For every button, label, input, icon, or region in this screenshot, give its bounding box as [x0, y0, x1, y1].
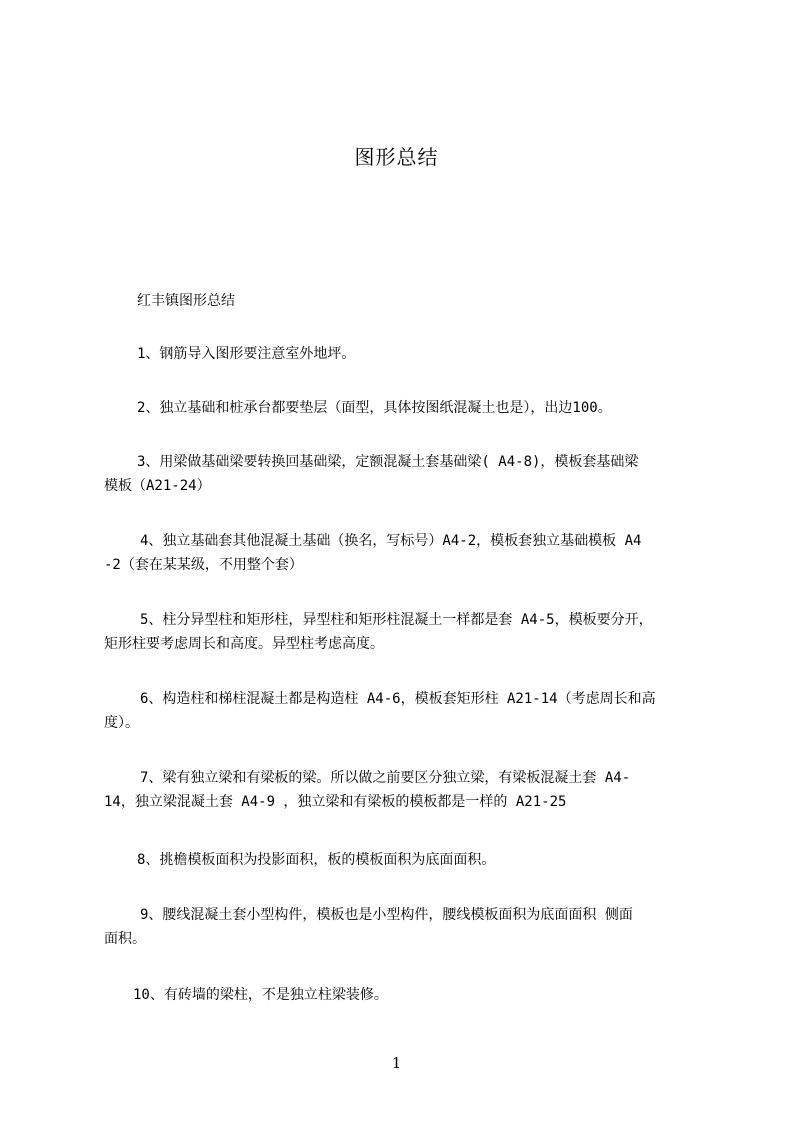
paragraph-line: 度）。 — [104, 715, 139, 731]
paragraph-8 — [137, 848, 741, 872]
paragraph-line: 10、有砖墙的梁柱，不是独立柱梁装修。 — [133, 987, 388, 1003]
paragraph-line: -2（套在某某级，不用整个套） — [104, 557, 303, 573]
paragraph-line: 1、钢筋导入图形要注意室外地坪。 — [137, 346, 356, 362]
paragraph-line: 2、独立基础和桩承台都要垫层（面型，具体按图纸混凝土也是），出边100。 — [137, 400, 612, 416]
paragraph-line: 6、构造柱和梯柱混凝土都是构造柱 A4-6，模板套矩形柱 A21-14（考虑周长和高 — [140, 691, 656, 707]
paragraph-line: 5、柱分异型柱和矩形柱，异型柱和矩形柱混凝土一样都是套 A4-5，模板要分开， — [140, 612, 653, 628]
paragraph-9 — [104, 903, 708, 951]
paragraph-3 — [104, 450, 708, 498]
paragraph-line: 3、用梁做基础梁要转换回基础梁，定额混凝土套基础梁( A4-8)，模板套基础梁 — [137, 454, 639, 470]
paragraph-line: 7、梁有独立梁和有梁板的梁。所以做之前要区分独立梁，有梁板混凝土套 A4- — [140, 770, 631, 786]
paragraph-line: 9、腰线混凝土套小型构件，模板也是小型构件，腰线模板面积为底面面积 侧面 — [140, 907, 633, 923]
paragraph-7 — [104, 766, 708, 814]
paragraph-line: 模板（A21-24） — [104, 478, 211, 494]
paragraph-line: 矩形柱要考虑周长和高度。异型柱考虑高度。 — [104, 636, 384, 652]
paragraph-line: 面积。 — [104, 931, 146, 947]
paragraph-4 — [104, 529, 708, 577]
paragraph-10 — [133, 983, 737, 1007]
paragraph-6 — [104, 687, 708, 735]
subtitle: 红丰镇图形总结 — [137, 293, 235, 309]
paragraph-5 — [104, 608, 708, 656]
paragraph-2 — [137, 396, 741, 420]
page-number: 1 — [391, 1054, 402, 1072]
paragraph-1 — [137, 342, 741, 366]
paragraph-line: 4、独立基础套其他混凝土基础（换名，写标号）A4-2，模板套独立基础模板 A4 — [140, 533, 642, 549]
page-title: 图形总结 — [354, 145, 439, 169]
paragraph-line: 8、挑檐模板面积为投影面积，板的模板面积为底面面积。 — [137, 852, 496, 868]
paragraph-line: 14，独立梁混凝土套 A4-9 ，独立梁和有梁板的模板都是一样的 A21-25 — [104, 794, 567, 810]
